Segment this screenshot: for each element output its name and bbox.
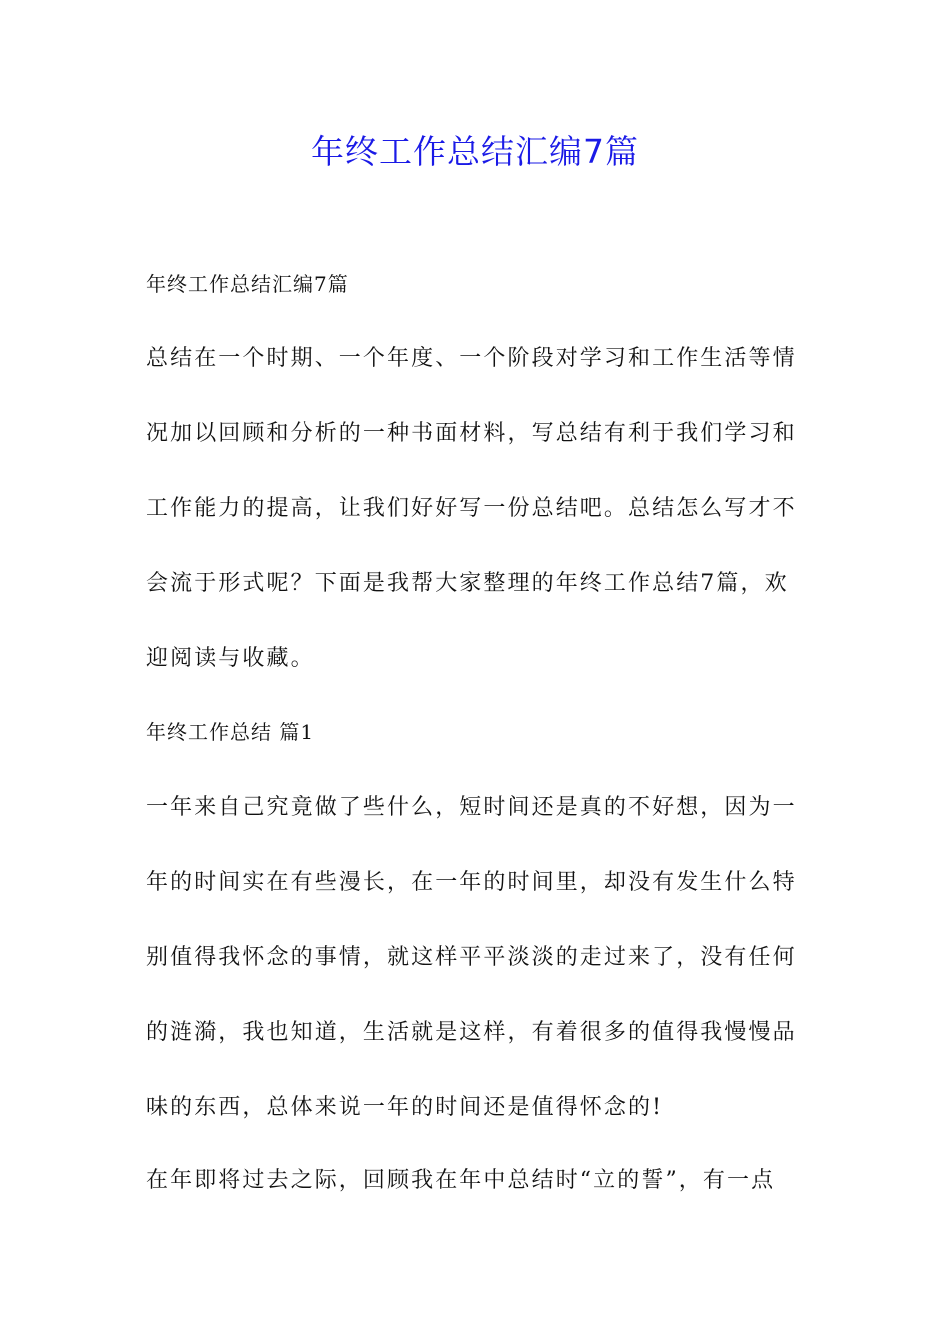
intro-line: 工作能力的提高，让我们好好写一份总结吧。总结怎么写才不 xyxy=(146,496,797,521)
section-line: 年的时间实在有些漫长，在一年的时间里，却没有发生什么特 xyxy=(146,870,797,895)
intro-line: 总结在一个时期、一个年度、一个阶段对学习和工作生活等情 xyxy=(146,346,797,371)
section-line: 的涟漪，我也知道，生活就是这样，有着很多的值得我慢慢品 xyxy=(146,1020,797,1045)
section-heading: 年终工作总结 篇1 xyxy=(146,720,315,744)
section-line: 别值得我怀念的事情，就这样平平淡淡的走过来了，没有任何 xyxy=(146,945,797,970)
document-subtitle: 年终工作总结汇编7篇 xyxy=(146,272,349,296)
intro-line: 迎阅读与收藏。 xyxy=(146,646,315,671)
intro-line: 况加以回顾和分析的一种书面材料，写总结有利于我们学习和 xyxy=(146,421,797,446)
section-line: 一年来自己究竟做了些什么，短时间还是真的不好想，因为一 xyxy=(146,795,797,820)
section-line: 味的东西，总体来说一年的时间还是值得怀念的! xyxy=(146,1095,664,1120)
section-line: 在年即将过去之际，回顾我在年中总结时“立的誓”，有一点 xyxy=(146,1168,776,1193)
intro-line: 会流于形式呢？下面是我帮大家整理的年终工作总结7篇，欢 xyxy=(146,571,789,596)
document-title: 年终工作总结汇编7篇 xyxy=(311,132,639,171)
